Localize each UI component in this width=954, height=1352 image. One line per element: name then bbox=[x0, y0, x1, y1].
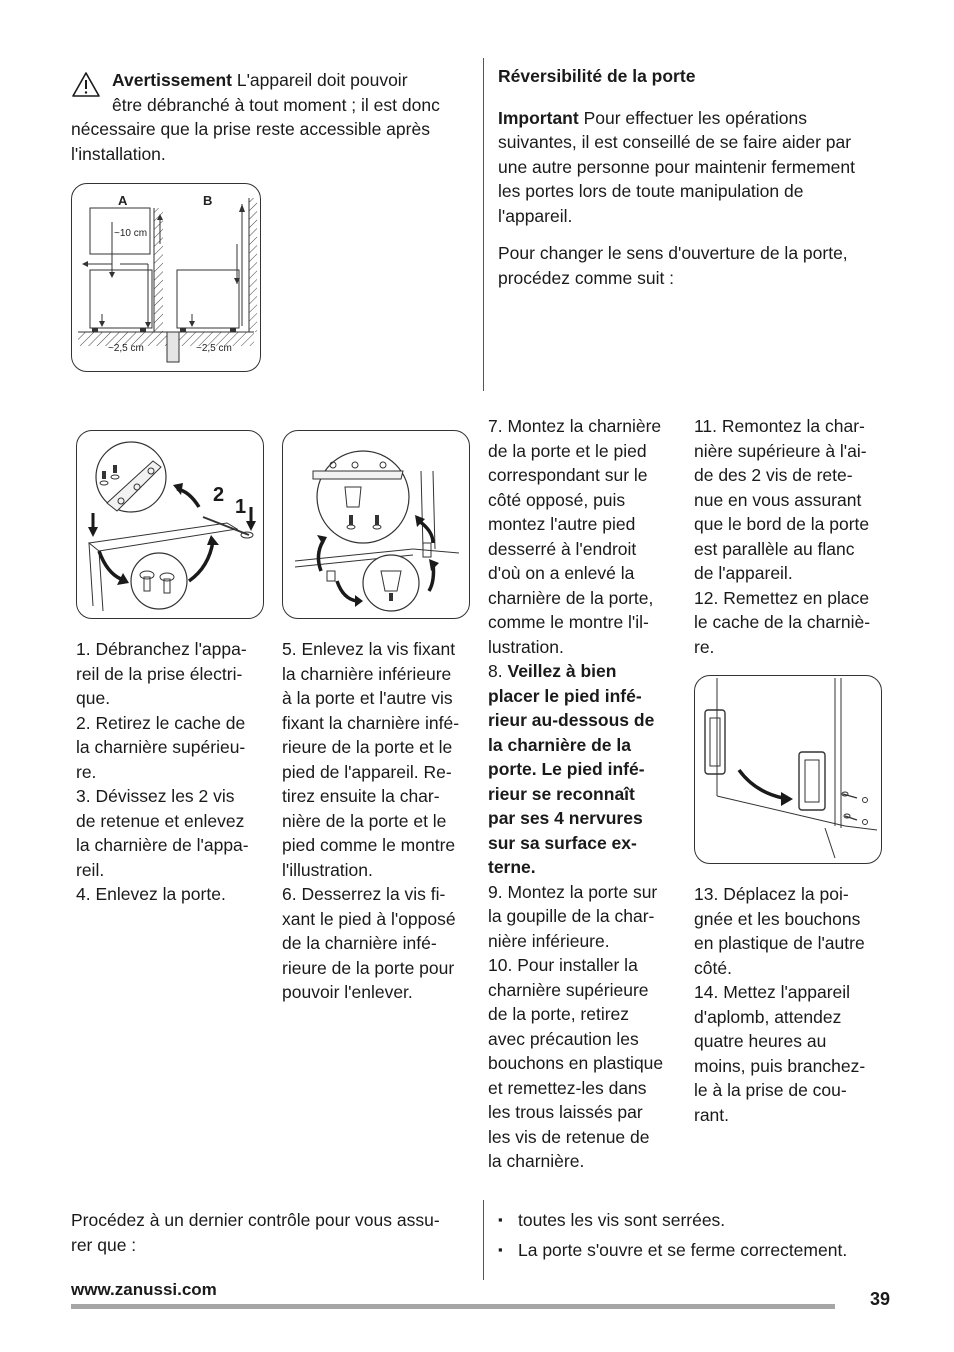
final-check-intro bbox=[71, 1208, 481, 1257]
step-line: montez l'autre pied bbox=[488, 514, 636, 534]
step-line: charnière supérieure bbox=[488, 979, 649, 1000]
column-divider-bottom bbox=[483, 1200, 484, 1280]
step-line: lustration. bbox=[488, 636, 564, 657]
step-line: 9. Montez la porte sur bbox=[488, 881, 658, 902]
step-line: la charnière supérieu- bbox=[76, 737, 246, 757]
step-line: le à la prise de cou- bbox=[694, 1080, 847, 1100]
step-line: côté. bbox=[694, 957, 732, 978]
important-text-2: suivantes, il est conseillé de se faire aider par bbox=[498, 132, 852, 152]
important-text-1: Pour effectuer les opérations bbox=[583, 107, 808, 128]
steps-column-1 bbox=[76, 637, 271, 907]
dim-left-label: ~2,5 cm bbox=[108, 343, 144, 354]
label-a: A bbox=[118, 193, 128, 208]
step-line: que le bord de la porte bbox=[694, 514, 870, 534]
footer-website[interactable]: www.zanussi.com bbox=[71, 1280, 217, 1299]
handle-relocation-figure bbox=[694, 675, 882, 864]
step-line: moins, puis branchez- bbox=[694, 1055, 866, 1076]
step-line: d'aplomb, attendez bbox=[694, 1006, 842, 1027]
step-8-bold: porte. Le pied infé- bbox=[488, 759, 645, 779]
step-line: fixant la charnière infé- bbox=[282, 712, 460, 733]
step-8-bold: terne. bbox=[488, 857, 536, 877]
step-line: pied comme le montre bbox=[282, 835, 456, 855]
step-line: pouvoir l'enlever. bbox=[282, 982, 413, 1002]
label-b: B bbox=[203, 193, 213, 208]
important-text-5: l'appareil. bbox=[498, 205, 573, 226]
step-8-bold: la charnière de la bbox=[488, 734, 631, 755]
hinge-removal-figure bbox=[76, 430, 264, 619]
important-text-3: une autre personne pour maintenir fermement bbox=[498, 156, 856, 177]
important-text-4: les portes lors de toute manipulation de bbox=[498, 181, 804, 201]
dim-right-label: ~2,5 cm bbox=[196, 343, 232, 354]
warning-title: Avertissement bbox=[112, 70, 232, 90]
step-line: 7. Montez la charnière bbox=[488, 416, 662, 436]
step-line: l'illustration. bbox=[282, 859, 373, 880]
step-line: de des 2 vis de rete- bbox=[694, 465, 853, 485]
step-line: nue en vous assurant bbox=[694, 489, 862, 510]
step-line: la charnière de l'appa- bbox=[76, 835, 249, 855]
step-8-number: 8. bbox=[488, 661, 503, 681]
step-line: gnée et les bouchons bbox=[694, 908, 861, 929]
step-line: avec précaution les bbox=[488, 1028, 639, 1049]
step-8-bold: sur sa surface ex- bbox=[488, 832, 637, 853]
list-item: ▪ toutes les vis sont serrées. bbox=[498, 1208, 918, 1233]
change-text-1: Pour changer le sens d'ouverture de la porte, bbox=[498, 243, 848, 263]
step-line: 2. Retirez le cache de bbox=[76, 712, 246, 733]
steps-column-4a bbox=[694, 414, 894, 659]
dim-top-label: ~10 cm bbox=[114, 228, 148, 239]
warning-triangle-icon bbox=[71, 71, 101, 98]
warning-text-1: L'appareil doit pouvoir bbox=[236, 70, 408, 90]
step-8-bold: Veillez à bien bbox=[507, 661, 617, 681]
step-line: xant le pied à l'opposé bbox=[282, 908, 456, 929]
step-line: 13. Déplacez la poi- bbox=[694, 884, 849, 904]
step-8-bold: rieur au-dessous de bbox=[488, 710, 655, 730]
step-line: de la porte et le pied bbox=[488, 440, 647, 461]
steps-column-2 bbox=[282, 637, 477, 1005]
step-8-bold: placer le pied infé- bbox=[488, 685, 642, 706]
step-line: pied de l'appareil. Re- bbox=[282, 761, 452, 782]
step-line: rieure de la porte et le bbox=[282, 737, 453, 757]
step-line: de retenue et enlevez bbox=[76, 810, 245, 831]
step-line: rieure de la porte pour bbox=[282, 957, 455, 978]
step-line: quatre heures au bbox=[694, 1031, 827, 1051]
step-line: côté opposé, puis bbox=[488, 489, 626, 510]
step-line: 3. Dévissez les 2 vis bbox=[76, 786, 235, 806]
step-line: 4. Enlevez la porte. bbox=[76, 884, 226, 904]
step-line: de la porte, retirez bbox=[488, 1004, 630, 1024]
step-line: rant. bbox=[694, 1104, 730, 1125]
warning-text-4: l'installation. bbox=[71, 143, 166, 164]
page-number: 39 bbox=[870, 1289, 891, 1309]
step-line: de l'appareil. bbox=[694, 563, 793, 583]
step-line: 11. Remontez la char- bbox=[694, 416, 865, 436]
final-check-list bbox=[498, 1208, 918, 1268]
step-line: et remettez-les dans bbox=[488, 1077, 647, 1098]
step-line: tirez ensuite la char- bbox=[282, 786, 440, 806]
ventilation-figure bbox=[71, 183, 261, 372]
reversibility-heading: Réversibilité de la porte bbox=[498, 66, 696, 86]
step-line: de la charnière infé- bbox=[282, 933, 437, 953]
step-line: les vis de retenue de bbox=[488, 1126, 650, 1147]
step-line: charnière de la porte, bbox=[488, 587, 654, 608]
step-line: bouchons en plastique bbox=[488, 1053, 664, 1073]
step-line: nière inférieure. bbox=[488, 930, 610, 951]
step-line: 14. Mettez l'appareil bbox=[694, 982, 851, 1002]
step-line: comme le montre l'il- bbox=[488, 612, 649, 632]
steps-column-4b bbox=[694, 882, 894, 1127]
step-line: est parallèle au flanc bbox=[694, 538, 855, 559]
step-line: 10. Pour installer la bbox=[488, 955, 638, 975]
step-line: correspondant sur le bbox=[488, 465, 648, 485]
step-line: le cache de la charniè- bbox=[694, 612, 871, 632]
step-line: 6. Desserrez la vis fi- bbox=[282, 884, 446, 904]
step-line: 1. Débranchez l'appa- bbox=[76, 639, 247, 659]
steps-column-3 bbox=[488, 414, 688, 1174]
step-line: que. bbox=[76, 688, 111, 708]
step-8-bold: rieur se reconnaît bbox=[488, 783, 635, 804]
step-line: la charnière. bbox=[488, 1151, 585, 1171]
step-line: à la porte et l'autre vis bbox=[282, 688, 453, 708]
step-line: nière de la porte et le bbox=[282, 810, 447, 831]
warning-text-2: être débranché à tout moment ; il est donc bbox=[112, 94, 440, 115]
step-line: 12. Remettez en place bbox=[694, 587, 870, 608]
step-line: la goupille de la char- bbox=[488, 906, 655, 926]
step-line: en plastique de l'autre bbox=[694, 933, 865, 953]
step-line: la charnière inférieure bbox=[282, 663, 452, 684]
step-line: d'où on a enlevé la bbox=[488, 563, 635, 583]
step-line: reil. bbox=[76, 859, 105, 880]
change-text-2: procédez comme suit : bbox=[498, 267, 675, 288]
step-line: re. bbox=[76, 761, 97, 782]
step-number-2: 2 bbox=[213, 484, 225, 506]
column-divider-top bbox=[483, 58, 484, 391]
step-line: les trous laissés par bbox=[488, 1102, 643, 1122]
important-label: Important bbox=[498, 107, 579, 128]
warning-block bbox=[71, 68, 471, 166]
step-line: reil de la prise électri- bbox=[76, 663, 243, 684]
final-check-line: rer que : bbox=[71, 1234, 137, 1255]
final-check-line: Procédez à un dernier contrôle pour vous assu- bbox=[71, 1210, 440, 1230]
reversibility-block bbox=[498, 64, 898, 290]
step-line: desserré à l'endroit bbox=[488, 538, 637, 559]
bottom-hinge-figure bbox=[282, 430, 470, 619]
step-number-1: 1 bbox=[235, 496, 247, 518]
step-line: 5. Enlevez la vis fixant bbox=[282, 639, 456, 659]
list-item: ▪ La porte s'ouvre et se ferme correctement. bbox=[498, 1238, 918, 1263]
footer-bar bbox=[71, 1304, 835, 1309]
warning-text-3: nécessaire que la prise reste accessible après bbox=[71, 119, 430, 139]
step-8-bold: par ses 4 nervures bbox=[488, 808, 643, 828]
step-line: nière supérieure à l'ai- bbox=[694, 440, 867, 461]
step-line: re. bbox=[694, 636, 715, 657]
